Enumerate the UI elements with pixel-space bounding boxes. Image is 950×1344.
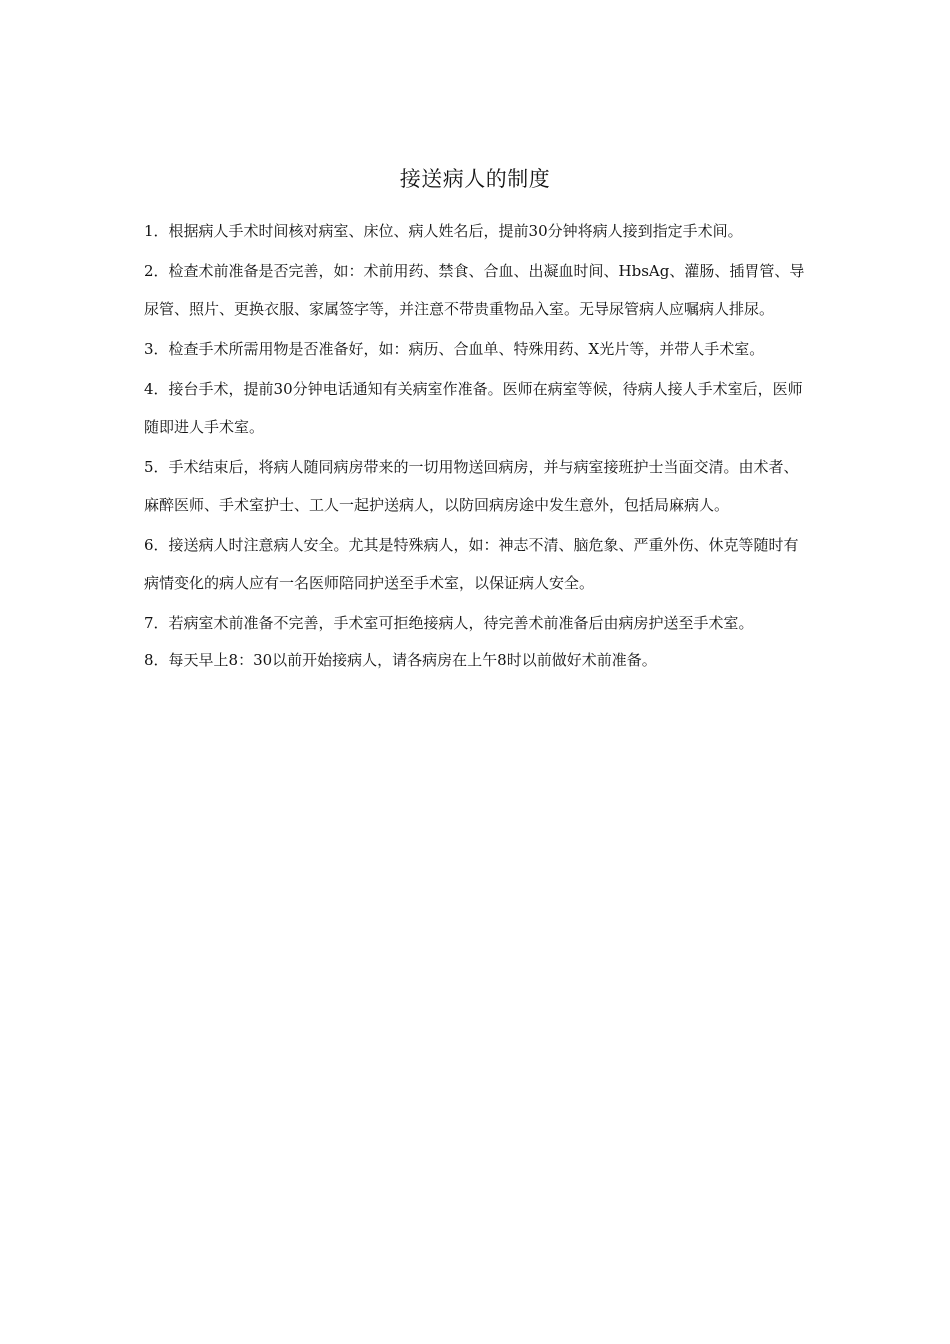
paragraph-2: 2．检查术前准备是否完善，如：术前用药、禁食、合血、出凝血时间、HbsAg、灌肠、插胃管、导尿管、照片、更换衣服、家属签字等，并注意不带贵重物品入室。无导尿管病人应嘱病人排尿。 xyxy=(144,262,805,318)
paragraph-6: 6．接送病人时注意病人安全。尤其是特殊病人，如：神志不清、脑危象、严重外伤、休克等随时有病情变化的病人应有一名医师陪同护送至手术室，以保证病人安全。 xyxy=(144,536,799,592)
document-body xyxy=(144,212,810,679)
paragraph-3: 3．检查手术所需用物是否准备好，如：病历、合血单、特殊用药、X光片等，并带人手术室。 xyxy=(144,340,765,358)
paragraph-7: 7．若病室术前准备不完善，手术室可拒绝接病人，待完善术前准备后由病房护送至手术室。 xyxy=(144,614,754,632)
paragraph-5: 5．手术结束后，将病人随同病房带来的一切用物送回病房，并与病室接班护士当面交清。由术者、麻醉医师、手术室护士、工人一起护送病人，以防回病房途中发生意外，包括局麻病人。 xyxy=(144,458,799,514)
paragraph-8: 8．每天早上8：30以前开始接病人，请各病房在上午8时以前做好术前准备。 xyxy=(144,651,657,669)
document-title: 接送病人的制度 xyxy=(399,167,551,191)
paragraph-1: 1．根据病人手术时间核对病室、床位、病人姓名后，提前30分钟将病人接到指定手术间。 xyxy=(144,222,743,240)
paragraph-4: 4．接台手术，提前30分钟电话通知有关病室作准备。医师在病室等候，待病人接人手术室后，医师随即进人手术室。 xyxy=(144,380,803,436)
